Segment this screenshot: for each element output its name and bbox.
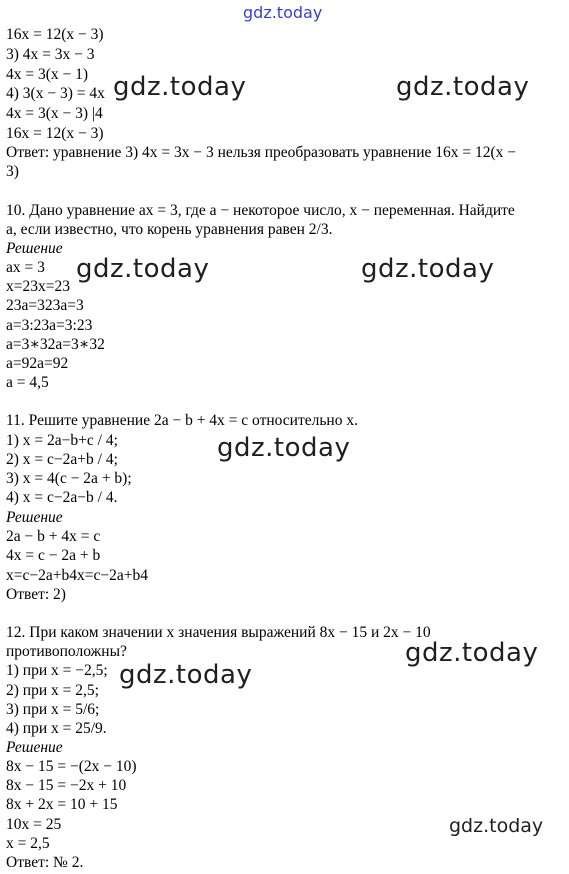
- text-line: a=3∗32a=3∗32: [6, 336, 105, 353]
- option-text: 3) при x = 5/6;: [6, 701, 100, 718]
- problem-title: 10. Дано уравнение ax = 3, где a − некоторое число, x − переменная. Найдите: [6, 202, 515, 219]
- text-line: 4x = 3(x − 1): [6, 66, 89, 83]
- text-line: a=92a=92: [6, 355, 69, 372]
- watermark: gdz.today: [76, 254, 210, 284]
- watermark: gdz.today: [119, 660, 253, 690]
- text-line: 2a − b + 4x = c: [6, 528, 101, 545]
- option-text: 4) x = c−2a−b / 4.: [6, 489, 118, 506]
- text-line: x = 2,5: [6, 835, 50, 852]
- solution-heading: Решение: [6, 509, 63, 526]
- text-line: 23a=323a=3: [6, 297, 84, 314]
- text-line: a=3:23a=3:23: [6, 317, 93, 334]
- watermark: gdz.today: [217, 433, 351, 463]
- solution-heading: Решение: [6, 240, 63, 257]
- text-line: 10x = 25: [6, 816, 62, 833]
- problem-title: 11. Решите уравнение 2a − b + 4x = c относительно x.: [6, 412, 358, 429]
- solution-heading: Решение: [6, 739, 63, 756]
- option-text: 4) при x = 25/9.: [6, 720, 107, 737]
- option-text: 1) при x = −2,5;: [6, 662, 108, 679]
- text-line: a = 4,5: [6, 374, 49, 391]
- answer-text: Ответ: уравнение 3) 4x = 3x − 3 нельзя преобразовать уравнение 16x = 12(x −: [6, 144, 517, 161]
- watermark-top: gdz.today: [243, 3, 323, 22]
- text-line: 16x = 12(x − 3): [6, 125, 104, 142]
- text-line: x=23x=23: [6, 278, 70, 295]
- answer-text: Ответ: 2): [6, 586, 66, 603]
- problem-text: a, если известно, что корень уравнения равен 2/3.: [6, 221, 333, 238]
- text-line: 4) 3(x − 3) = 4x: [6, 85, 105, 102]
- option-text: 2) при x = 2,5;: [6, 682, 99, 699]
- watermark: gdz.today: [449, 815, 544, 837]
- text-line: 16x = 12(x − 3): [6, 26, 104, 43]
- text-line: 8x − 15 = −(2x − 10): [6, 758, 137, 775]
- answer-text: Ответ: № 2.: [6, 854, 84, 871]
- text-line: x=c−2a+b4x=c−2a+b4: [6, 567, 148, 584]
- problem-title: 12. При каком значении x значения выражений 8x − 15 и 2x − 10: [6, 624, 431, 641]
- answer-text: 3): [6, 163, 19, 180]
- text-line: 3) 4x = 3x − 3: [6, 46, 95, 63]
- watermark: gdz.today: [361, 254, 495, 284]
- text-line: 4x = c − 2a + b: [6, 547, 101, 564]
- option-text: 1) x = 2a−b+c / 4;: [6, 432, 118, 449]
- text-line: 4x = 3(x − 3) |4: [6, 105, 103, 122]
- watermark: gdz.today: [113, 72, 247, 102]
- watermark: gdz.today: [405, 638, 539, 668]
- problem-text: противоположны?: [6, 643, 127, 660]
- text-line: 8x + 2x = 10 + 15: [6, 796, 118, 813]
- text-line: ax = 3: [6, 259, 45, 276]
- watermark: gdz.today: [396, 72, 530, 102]
- option-text: 3) x = 4(c − 2a + b);: [6, 470, 132, 487]
- text-line: 8x − 15 = −2x + 10: [6, 777, 127, 794]
- option-text: 2) x = c−2a+b / 4;: [6, 451, 118, 468]
